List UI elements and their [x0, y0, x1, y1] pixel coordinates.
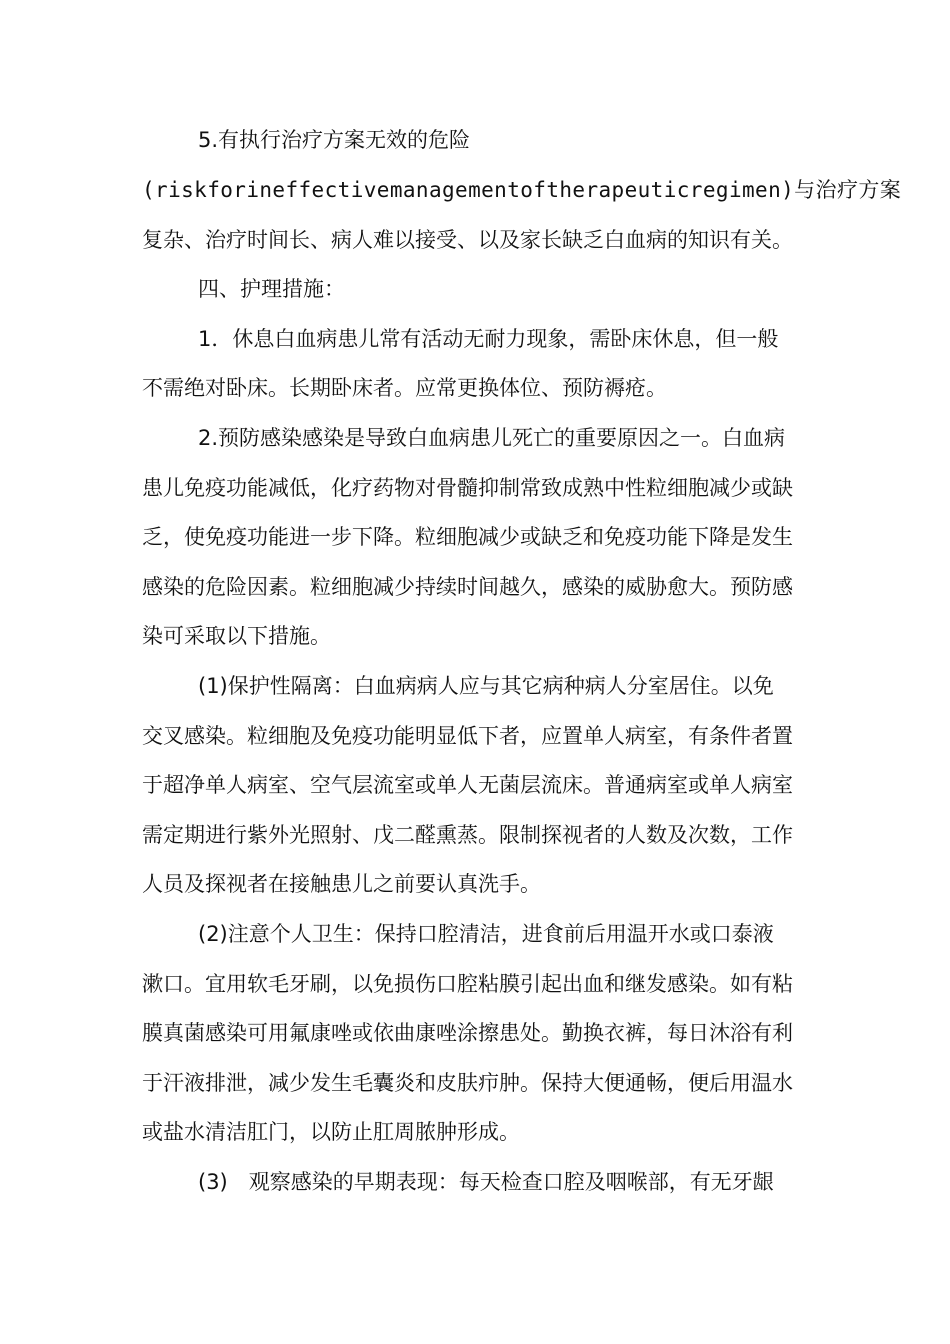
paragraph-line: 膜真菌感染可用氟康唑或依曲康唑涂擦患处。勤换衣裤，每日沐浴有利 — [142, 1021, 793, 1045]
paragraph-line: 人员及探视者在接触患儿之前要认真洗手。 — [142, 872, 541, 896]
paragraph-line: 5.有执行治疗方案无效的危险 — [198, 128, 471, 152]
paragraph-line: 不需绝对卧床。长期卧床者。应常更换体位、预防褥疮。 — [142, 376, 667, 400]
paragraph-line: (1)保护性隔离：白血病病人应与其它病种病人分室居住。以免 — [198, 674, 774, 698]
paragraph-line: 感染的危险因素。粒细胞减少持续时间越久，感染的威胁愈大。预防感 — [142, 575, 793, 599]
paragraph-line: 于汗液排泄，减少发生毛囊炎和皮肤疖肿。保持大便通畅，便后用温水 — [142, 1071, 793, 1095]
paragraph-line: 1．休息白血病患儿常有活动无耐力现象，需卧床休息，但一般 — [198, 327, 779, 351]
paragraph-line: (2)注意个人卫生：保持口腔清洁，进食前后用温开水或口泰液 — [198, 922, 774, 946]
paragraph-line: 需定期进行紫外光照射、戊二醛熏蒸。限制探视者的人数及次数，工作 — [142, 823, 793, 847]
paragraph-line: 染可采取以下措施。 — [142, 624, 331, 648]
paragraph-line: 复杂、治疗时间长、病人难以接受、以及家长缺乏白血病的知识有关。 — [142, 228, 793, 252]
section-heading: 四、护理措施： — [198, 277, 345, 301]
paragraph-line: 患儿免疫功能减低，化疗药物对骨髓抑制常致成熟中性粒细胞减少或缺 — [142, 476, 793, 500]
paragraph-line: 于超净单人病室、空气层流室或单人无菌层流床。普通病室或单人病室 — [142, 773, 793, 797]
paragraph-line: 交叉感染。粒细胞及免疫功能明显低下者，应置单人病室，有条件者置 — [142, 724, 793, 748]
paragraph-line: 或盐水清洁肛门，以防止肛周脓肿形成。 — [142, 1120, 520, 1144]
paragraph-line: 2.预防感染感染是导致白血病患儿死亡的重要原因之一。白血病 — [198, 426, 786, 450]
paragraph-line: (riskforineffectivemanagementoftherapeuticregimen)与治疗方案 — [142, 178, 902, 202]
paragraph-line: 漱口。宜用软毛牙刷，以免损伤口腔粘膜引起出血和继发感染。如有粘 — [142, 972, 793, 996]
paragraph-line: (3) 观察感染的早期表现：每天检查口腔及咽喉部，有无牙龈 — [198, 1170, 774, 1194]
paragraph-line: 乏，使免疫功能进一步下降。粒细胞减少或缺乏和免疫功能下降是发生 — [142, 525, 793, 549]
